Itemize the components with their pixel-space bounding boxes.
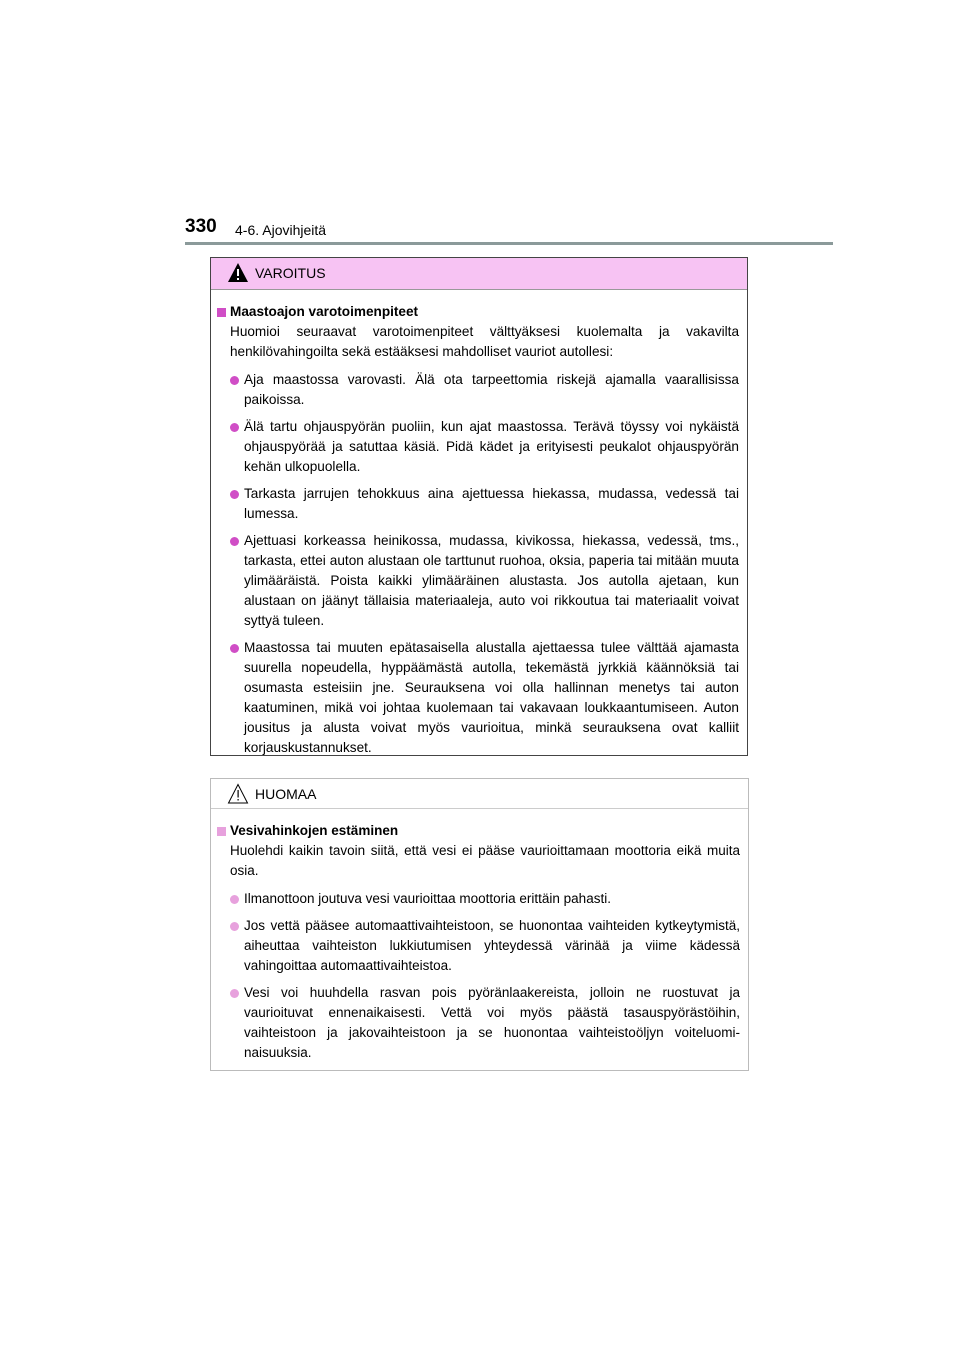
bullet-dot-icon	[230, 423, 239, 432]
list-item	[216, 370, 739, 410]
list-item-text: Maastossa tai muuten epätasaisella alustalla ajettaessa tulee välttää ajamasta suurella nopeudella, hyppäämästä autolla, tekemästä jyrkkiä käännöksiä tai osumasta esteisiin jne. Seurauksena voi olla hallinnan menetys tai auton kaatuminen, mikä voi johtaa kuolemaan tai vakavaan loukkaantumiseen. Auton jousitus ja alusta voivat myös vaurioitua, minkä seurauksena ovat kalliit korjauskustannukset.	[244, 640, 739, 755]
warning-header	[211, 258, 747, 290]
warning-body	[211, 290, 747, 758]
list-item-text: Ilmanottoon joutuva vesi vaurioittaa moottoria erittäin pahasti.	[244, 891, 611, 906]
warning-intro: Huomioi seuraavat varotoimenpiteet välttyäksesi kuolemalta ja vakavilta henkilövahingoilta sekä estääksesi mahdolliset vauriot autollesi:	[230, 324, 739, 359]
warning-title: VAROITUS	[255, 265, 326, 281]
list-item-text: Älä tartu ohjauspyörän puoliin, kun ajat maastossa. Terävä töyssy voi nykäistä ohjauspyörää ja satuttaa käsiä. Pidä kädet ja erityisesti peukalot ohjauspyörän kehän ulkopuolella.	[244, 419, 739, 474]
warning-box	[210, 257, 748, 756]
list-item-text: Tarkasta jarrujen tehokkuus aina ajettuessa hiekassa, mudassa, vedessä tai lumessa.	[244, 486, 739, 521]
bullet-dot-icon	[230, 644, 239, 653]
notice-intro: Huolehdi kaikin tavoin siitä, että vesi ei pääse vaurioittamaan moottoria eikä muita osia.	[230, 843, 740, 878]
bullet-dot-icon	[230, 895, 239, 904]
bullet-dot-icon	[230, 922, 239, 931]
notice-heading	[216, 821, 740, 841]
list-item	[216, 889, 740, 909]
notice-body	[211, 809, 748, 1063]
bullet-dot-icon	[230, 376, 239, 385]
warning-list	[216, 370, 739, 758]
list-item	[216, 916, 740, 976]
bullet-dot-icon	[230, 490, 239, 499]
square-bullet-icon	[217, 827, 226, 836]
notice-heading-text: Vesivahinkojen estäminen	[230, 823, 399, 838]
warning-heading	[216, 302, 739, 322]
list-item	[216, 531, 739, 631]
list-item	[216, 638, 739, 758]
header-rule	[185, 242, 833, 245]
notice-title: HUOMAA	[255, 786, 317, 802]
section-label: 4-6. Ajovihjeitä	[235, 222, 327, 238]
page-number: 330	[185, 216, 217, 237]
page-header	[185, 216, 835, 246]
notice-header	[211, 779, 748, 809]
list-item-text: Vesi voi huuhdella rasvan pois pyöränlaakereista, jolloin ne ruostuvat ja vaurioituvat ennenaikaisesti. Vettä voi myös päästä tasauspyörästöihin, vaihteistoon ja jakovaihteistoon ja se huonontaa vaihteistoöljyn voiteluominaisuuksia.	[244, 985, 740, 1060]
warning-triangle-filled-icon	[227, 262, 249, 284]
notice-box	[210, 778, 749, 1071]
bullet-dot-icon	[230, 537, 239, 546]
list-item	[216, 484, 739, 524]
list-item-text: Aja maastossa varovasti. Älä ota tarpeettomia riskejä ajamalla vaarallisissa paikoissa.	[244, 372, 739, 407]
list-item	[216, 983, 740, 1063]
list-item-text: Jos vettä pääsee automaattivaihteistoon, se huonontaa vaihteiden kytkeytymistä, aiheuttaa vaihteiston lukkiutumisen yhteydessä värinää ja viime kädessä vahingoittaa automaattivaihteistoa.	[244, 918, 740, 973]
list-item-text: Ajettuasi korkeassa heinikossa, mudassa, kivikossa, hiekassa, vedessä, tms., tarkasta, ettei auton alustaan ole tarttunut ruohoa, oksia, paperia tai mitään muuta ylimääräistä. Poista kaikki ylimääräinen alustasta. Jos autolla ajetaan, kun alustaan on jäänyt tällaisia materiaaleja, auto voi rikkoutua tai materiaalit voivat syttyä tuleen.	[244, 533, 739, 628]
list-item	[216, 417, 739, 477]
caution-triangle-outline-icon	[227, 783, 249, 805]
warning-heading-text: Maastoajon varotoimenpiteet	[230, 304, 419, 319]
notice-list	[216, 889, 740, 1063]
square-bullet-icon	[217, 308, 226, 317]
bullet-dot-icon	[230, 989, 239, 998]
